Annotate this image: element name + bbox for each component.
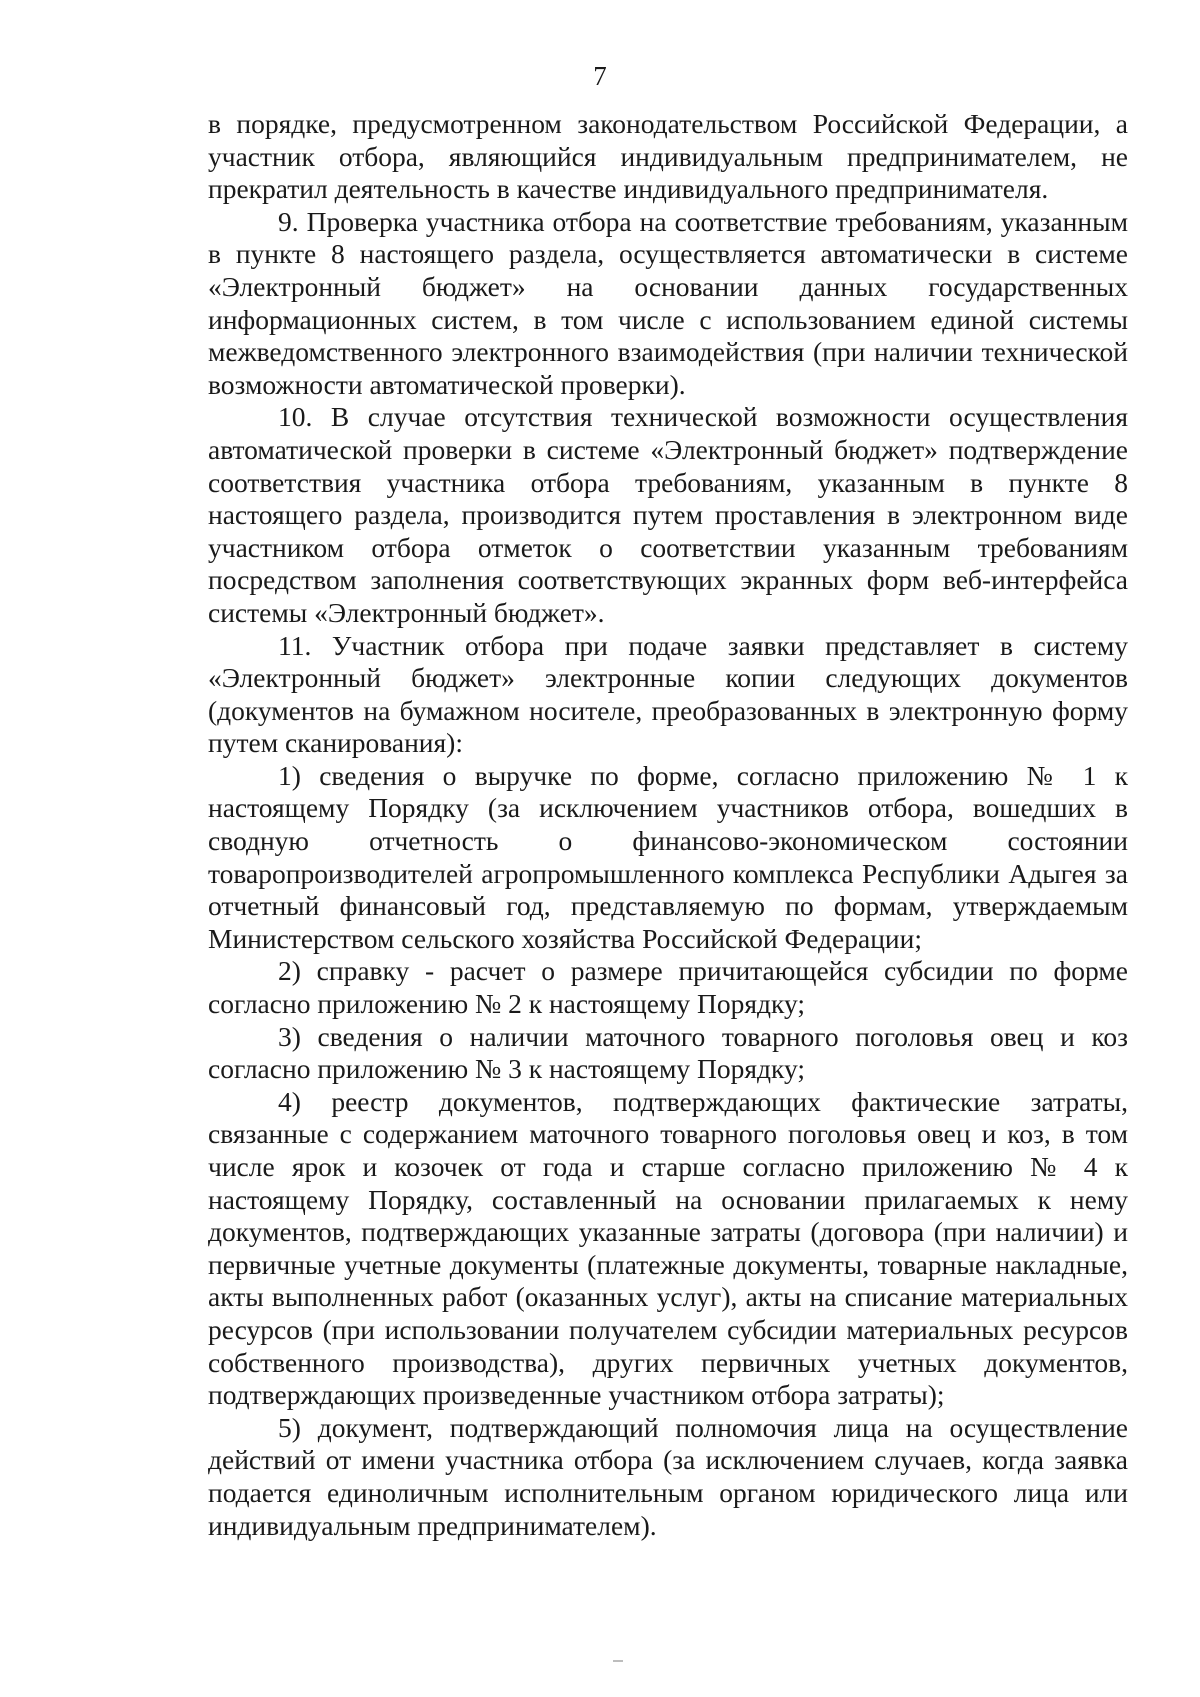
paragraph-item-9: 9. Проверка участника отбора на соответствие требованиям, указанным в пункте 8 настоящего раздела, осуществляется автоматически в системе «Электронный бюджет» на основании данных государственных информационных систем, в том числе с использованием единой системы межведомственного электронного взаимодействия (при наличии технической возможности автоматической проверки). bbox=[208, 205, 1128, 400]
list-item-2: 2) справку - расчет о размере причитающейся субсидии по форме согласно приложению № 2 к настоящему Порядку; bbox=[208, 955, 1128, 1020]
paragraph-item-11: 11. Участник отбора при подаче заявки представляет в систему «Электронный бюджет» электронные копии следующих документов (документов на бумажном носителе, преобразованных в электронную форму путем сканирования): bbox=[208, 629, 1128, 759]
list-item-1: 1) сведения о выручке по форме, согласно приложению № 1 к настоящему Порядку (за исключением участников отбора, вошедших в сводную отчетность о финансово-экономическом состоянии товаропроизводителей агропромышленного комплекса Республики Адыгея за отчетный финансовый год, представляемую по формам, утверждаемым Министерством сельского хозяйства Российской Федерации; bbox=[208, 759, 1128, 954]
list-item-5: 5) документ, подтверждающий полномочия лица на осуществление действий от имени участника отбора (за исключением случаев, когда заявка подается единоличным исполнительным органом юридического лица или индивидуальным предпринимателем). bbox=[208, 1411, 1128, 1541]
page-number: 7 bbox=[593, 61, 607, 91]
paragraph-item-10: 10. В случае отсутствия технической возможности осуществления автоматической проверки в системе «Электронный бюджет» подтверждение соответствия участника отбора требованиям, указанным в пункте 8 настоящего раздела, производится путем проставления в электронном виде участником отбора отметок о соответствии указанным требованиям посредством заполнения соответствующих экранных форм веб-интерфейса системы «Электронный бюджет». bbox=[208, 401, 1128, 628]
paragraph-continuation: в порядке, предусмотренном законодательством Российской Федерации, а участник отбора, являющийся индивидуальным предпринимателем, не прекратил деятельность в качестве индивидуального предпринимателя. bbox=[208, 108, 1128, 205]
scan-mark bbox=[613, 1660, 623, 1662]
list-item-4: 4) реестр документов, подтверждающих фактические затраты, связанные с содержанием маточного товарного поголовья овец и коз, в том числе ярок и козочек от года и старше согласно приложению № 4 к настоящему Порядку, составленный на основании прилагаемых к нему документов, подтверждающих указанные затраты (договора (при наличии) и первичные учетные документы (платежные документы, товарные накладные, акты выполненных работ (оказанных услуг), акты на списание материальных ресурсов (при использовании получателем субсидии материальных ресурсов собственного производства), других первичных учетных документов, подтверждающих произведенные участником отбора затраты); bbox=[208, 1085, 1128, 1411]
list-item-3: 3) сведения о наличии маточного товарного поголовья овец и коз согласно приложению № 3 к настоящему Порядку; bbox=[208, 1020, 1128, 1085]
document-body bbox=[208, 108, 1128, 1542]
